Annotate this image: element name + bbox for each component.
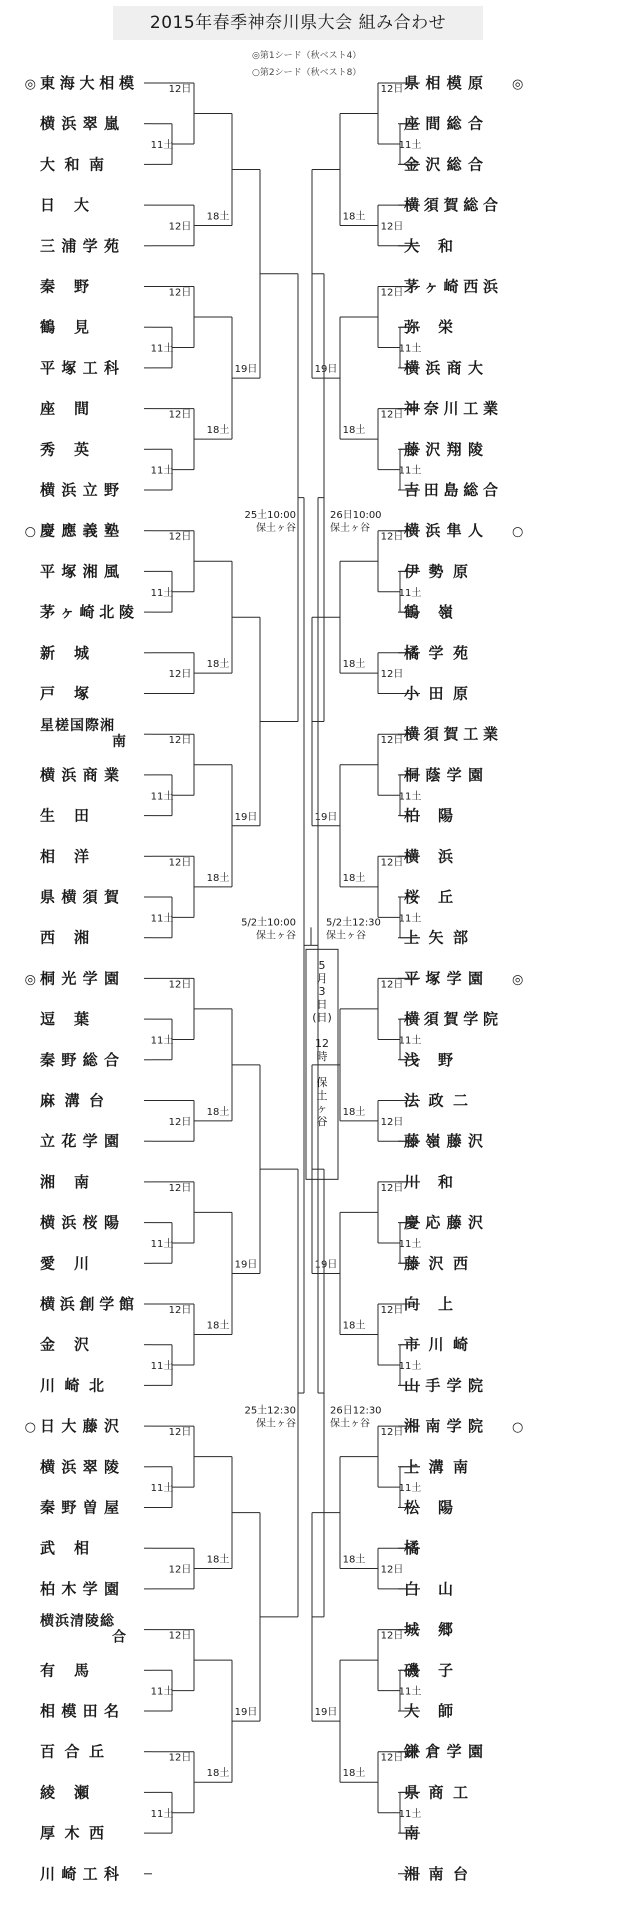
team-name-left-1: 横浜翠嵐 — [40, 114, 120, 133]
seed-mark-left-11: ○ — [24, 524, 36, 540]
round-label-r4: 19日 — [314, 1259, 338, 1271]
round-label-r1: 11土 — [150, 1238, 174, 1250]
qf-label-top-left-venue: 保土ヶ谷 — [256, 523, 296, 534]
final-info-char — [310, 1024, 334, 1037]
round-label-r3: 18土 — [206, 1768, 230, 1780]
team-name-left-27: 湘南 — [40, 1172, 90, 1191]
round-label-r1: 11土 — [150, 791, 174, 803]
team-name-right-21: 上矢部 — [404, 928, 469, 947]
team-name-right-7: 横浜商大 — [404, 358, 484, 377]
team-name-right-29: 藤沢西 — [404, 1254, 469, 1273]
team-name-left-39: 有馬 — [40, 1661, 90, 1680]
team-name-right-6: 弥栄 — [404, 318, 454, 337]
team-name-right-43: 南 — [404, 1824, 421, 1843]
final-info-char — [310, 1063, 334, 1076]
round-label-r2: 12日 — [168, 1630, 192, 1642]
team-name-right-25: 法政二 — [404, 1091, 469, 1110]
team-name-right-16: 横須賀工業 — [404, 725, 499, 744]
sf-label-right-venue: 保土ヶ谷 — [326, 930, 366, 942]
final-info-char: (日) — [312, 1011, 332, 1025]
round-label-r2: 12日 — [168, 287, 192, 299]
round-label-r2: 12日 — [380, 979, 404, 991]
team-name-right-11: 横浜隼人 — [404, 521, 484, 540]
team-name-left-10: 横浜立野 — [40, 481, 120, 499]
final-info-char: 保 — [316, 1076, 328, 1090]
round-label-r2: 12日 — [380, 1305, 404, 1316]
round-label-r2: 12日 — [380, 287, 404, 299]
team-name-left-40: 相模田名 — [40, 1702, 120, 1720]
team-name-left-14: 新城 — [40, 643, 90, 662]
round-label-r1: 11土 — [398, 913, 422, 925]
final-info-char: 3 — [318, 985, 326, 999]
team-name-right-26: 藤嶺藤沢 — [404, 1132, 484, 1151]
round-label-r4: 19日 — [234, 1707, 258, 1719]
seed-mark-left-22: ◎ — [24, 972, 36, 988]
team-name-left-37: 柏木学園 — [40, 1579, 120, 1598]
round-label-r2: 12日 — [380, 1564, 404, 1576]
round-label-r1: 11土 — [150, 1361, 174, 1373]
team-name-left-9: 秀英 — [40, 440, 90, 459]
team-name-left-16-a: 星槎国際湘 — [40, 718, 115, 735]
round-label-r2: 12日 — [380, 84, 404, 95]
round-label-r4: 19日 — [314, 364, 338, 376]
sf-label-right-time: 5/2土12:30 — [326, 917, 381, 929]
sf-label-left-venue: 保土ヶ谷 — [256, 930, 296, 942]
legend-seed1: ◎第1シード（秋ベスト4） — [252, 51, 362, 61]
team-name-left-23: 逗葉 — [40, 1010, 90, 1029]
round-label-r3: 18土 — [342, 211, 366, 223]
round-label-r1: 11土 — [398, 1238, 422, 1250]
page-title: 2015年春季神奈川県大会 組み合わせ — [113, 6, 483, 40]
team-name-right-41: 鎌倉学園 — [404, 1742, 484, 1761]
team-name-left-8: 座間 — [40, 399, 90, 418]
round-label-r2: 12日 — [380, 735, 404, 747]
final-info-char: 土 — [316, 1089, 328, 1103]
round-label-r2: 12日 — [168, 84, 192, 95]
round-label-r2: 12日 — [168, 409, 192, 421]
qf-label-top-right-time: 26日10:00 — [330, 510, 382, 521]
round-label-r3: 18土 — [342, 1554, 366, 1566]
round-label-r1: 11土 — [398, 1035, 422, 1047]
round-label-r3: 18土 — [206, 1554, 230, 1566]
team-name-right-0: 県相模原 — [404, 74, 484, 92]
round-label-r4: 19日 — [234, 811, 258, 823]
round-label-r1: 11土 — [398, 1686, 422, 1698]
team-name-left-42: 綾瀬 — [40, 1783, 90, 1802]
round-label-r1: 11土 — [398, 1361, 422, 1373]
team-name-left-7: 平塚工科 — [40, 358, 120, 377]
round-label-r2: 12日 — [168, 1182, 192, 1194]
seed-mark-left-33: ○ — [24, 1420, 36, 1436]
final-info-char: 月 — [316, 972, 328, 986]
team-name-right-18: 柏陽 — [404, 806, 454, 825]
team-name-right-35: 松陽 — [404, 1498, 454, 1517]
team-name-right-30: 向上 — [404, 1295, 454, 1313]
round-label-r2: 12日 — [168, 221, 192, 233]
round-label-r1: 11土 — [398, 140, 422, 152]
team-name-left-26: 立花学園 — [40, 1132, 120, 1151]
round-label-r3: 18土 — [206, 872, 230, 884]
round-label-r3: 18土 — [342, 1106, 366, 1118]
team-name-right-42: 県商工 — [404, 1783, 469, 1802]
round-label-r1: 11土 — [398, 465, 422, 477]
team-name-left-2: 大和南 — [40, 155, 105, 174]
final-info-char: ヶ — [316, 1102, 328, 1116]
round-label-r3: 18土 — [206, 1106, 230, 1118]
round-label-r2: 12日 — [168, 1427, 192, 1439]
round-label-r1: 11土 — [398, 1808, 422, 1820]
round-label-r1: 11土 — [398, 1483, 422, 1495]
team-name-left-6: 鶴見 — [40, 318, 90, 337]
qf-label-bottom-right-venue: 保土ヶ谷 — [330, 1418, 370, 1430]
round-label-r2: 12日 — [380, 1116, 404, 1128]
team-name-left-11: 慶應義塾 — [40, 521, 120, 540]
round-label-r2: 12日 — [168, 669, 192, 681]
team-name-left-21: 西湘 — [40, 928, 90, 947]
team-name-right-32: 山手学院 — [404, 1376, 484, 1395]
final-info-char: 日 — [316, 998, 328, 1012]
team-name-left-41: 百合丘 — [40, 1742, 105, 1761]
seed-mark-right-11: ○ — [512, 524, 524, 540]
round-label-r2: 12日 — [380, 1630, 404, 1642]
team-name-left-29: 愛川 — [40, 1254, 90, 1273]
qf-label-top-right-venue: 保土ヶ谷 — [330, 523, 370, 534]
round-label-r4: 19日 — [314, 811, 338, 823]
round-label-r2: 12日 — [168, 1752, 192, 1764]
round-label-r3: 18土 — [342, 872, 366, 884]
qf-label-top-left-time: 25土10:00 — [244, 510, 296, 521]
round-label-r2: 12日 — [380, 1182, 404, 1194]
round-label-r3: 18土 — [206, 425, 230, 437]
team-name-left-32: 川崎北 — [40, 1376, 105, 1395]
team-name-right-14: 橘学苑 — [404, 643, 469, 662]
team-name-left-38-b: 合 — [112, 1629, 127, 1646]
round-label-r2: 12日 — [380, 857, 404, 869]
team-name-left-38-a: 横浜清陵総 — [40, 1613, 115, 1630]
team-name-left-22: 桐光学園 — [40, 969, 120, 988]
team-name-right-37: 白山 — [404, 1579, 454, 1598]
team-name-right-20: 桜丘 — [404, 888, 454, 906]
legend-seed2: ○第2シード（秋ベスト8） — [252, 68, 362, 78]
final-info-char: 5 — [318, 959, 326, 973]
round-label-r2: 12日 — [168, 979, 192, 991]
round-label-r1: 11土 — [150, 1686, 174, 1698]
round-label-r3: 18土 — [342, 1768, 366, 1780]
qf-label-bottom-left-time: 25土12:30 — [244, 1405, 296, 1417]
team-name-right-33: 湘南学院 — [404, 1417, 484, 1436]
team-name-right-5: 茅ヶ崎西浜 — [404, 277, 499, 296]
round-label-r4: 19日 — [234, 364, 258, 376]
qf-label-bottom-right-time: 26日12:30 — [330, 1405, 382, 1417]
team-name-left-43: 厚木西 — [40, 1824, 105, 1843]
team-name-right-24: 浅野 — [404, 1050, 454, 1069]
round-label-r2: 12日 — [380, 1752, 404, 1764]
team-name-right-22: 平塚学園 — [404, 969, 484, 988]
team-name-left-30: 横浜創学館 — [40, 1295, 135, 1313]
round-label-r1: 11土 — [150, 587, 174, 599]
round-label-r2: 12日 — [168, 1305, 192, 1316]
team-name-left-0: 東海大相模 — [40, 74, 135, 92]
team-name-left-31: 金沢 — [40, 1335, 90, 1354]
round-label-r2: 12日 — [168, 857, 192, 869]
team-name-right-19: 横浜 — [404, 847, 454, 866]
round-label-r3: 18土 — [342, 425, 366, 437]
round-label-r2: 12日 — [380, 531, 404, 543]
team-name-left-16-b: 南 — [112, 734, 127, 751]
team-name-right-4: 大和 — [404, 236, 454, 255]
team-name-left-3: 日大 — [40, 196, 90, 215]
round-label-r4: 19日 — [234, 1259, 258, 1271]
team-name-right-12: 伊勢原 — [404, 562, 469, 581]
team-name-right-3: 横須賀総合 — [404, 196, 499, 215]
round-label-r1: 11土 — [150, 1808, 174, 1820]
seed-mark-left-0: ◎ — [24, 77, 36, 92]
team-name-right-1: 座間総合 — [404, 114, 484, 133]
round-label-r1: 11土 — [150, 465, 174, 477]
round-label-r3: 18土 — [206, 1320, 230, 1332]
round-label-r1: 11土 — [398, 343, 422, 355]
team-name-right-36: 橘 — [404, 1539, 421, 1558]
round-label-r2: 12日 — [168, 531, 192, 543]
round-label-r1: 11土 — [150, 1483, 174, 1495]
round-label-r3: 18土 — [206, 659, 230, 671]
team-name-left-17: 横浜商業 — [40, 765, 120, 784]
seed-mark-right-0: ◎ — [512, 77, 524, 92]
team-name-left-25: 麻溝台 — [40, 1091, 105, 1110]
team-name-left-4: 三浦学苑 — [40, 236, 120, 255]
round-label-r3: 18土 — [342, 1320, 366, 1332]
team-name-left-19: 相洋 — [40, 847, 90, 866]
team-name-right-13: 鶴嶺 — [404, 603, 454, 622]
team-name-right-40: 大師 — [404, 1702, 454, 1720]
team-name-right-23: 横須賀学院 — [404, 1010, 499, 1029]
round-label-r2: 12日 — [380, 669, 404, 681]
round-label-r2: 12日 — [168, 1564, 192, 1576]
final-info-char: 時 — [316, 1050, 328, 1064]
round-label-r1: 11土 — [150, 913, 174, 925]
round-label-r3: 18土 — [206, 211, 230, 223]
team-name-left-12: 平塚湘風 — [40, 562, 120, 581]
team-name-right-44: 湘南台 — [404, 1864, 469, 1883]
team-name-left-34: 横浜翠陵 — [40, 1457, 120, 1476]
team-name-right-8: 神奈川工業 — [404, 399, 499, 418]
team-name-right-2: 金沢総合 — [404, 155, 484, 174]
round-label-r1: 11土 — [150, 1035, 174, 1047]
sf-label-left-time: 5/2土10:00 — [241, 917, 296, 929]
seed-mark-right-33: ○ — [512, 1420, 524, 1436]
team-name-right-28: 慶応藤沢 — [404, 1213, 484, 1232]
team-name-left-33: 日大藤沢 — [40, 1417, 120, 1436]
round-label-r2: 12日 — [380, 409, 404, 421]
team-name-left-15: 戸塚 — [40, 684, 90, 703]
qf-label-bottom-left-venue: 保土ヶ谷 — [256, 1418, 296, 1430]
round-label-r2: 12日 — [168, 1116, 192, 1128]
team-name-right-9: 藤沢翔陵 — [404, 440, 484, 459]
team-name-left-44: 川崎工科 — [40, 1864, 120, 1883]
final-info-char: 12 — [315, 1037, 329, 1051]
round-label-r1: 11土 — [150, 343, 174, 355]
team-name-left-28: 横浜桜陽 — [40, 1213, 120, 1232]
team-name-left-36: 武相 — [40, 1539, 90, 1558]
team-name-right-39: 磯子 — [404, 1661, 454, 1680]
round-label-r3: 18土 — [342, 659, 366, 671]
round-label-r1: 11土 — [398, 587, 422, 599]
round-label-r1: 11土 — [150, 140, 174, 152]
team-name-right-10: 吉田島総合 — [404, 481, 499, 499]
team-name-right-31: 市川崎 — [404, 1335, 469, 1354]
team-name-left-24: 秦野総合 — [40, 1050, 120, 1069]
seed-mark-right-22: ◎ — [512, 972, 524, 988]
team-name-left-35: 秦野曽屋 — [40, 1498, 120, 1517]
round-label-r4: 19日 — [314, 1707, 338, 1719]
team-name-right-27: 川和 — [404, 1172, 454, 1191]
team-name-right-15: 小田原 — [404, 684, 469, 703]
team-name-left-5: 秦野 — [40, 277, 90, 296]
team-name-left-13: 茅ヶ崎北陵 — [40, 603, 135, 622]
team-name-left-20: 県横須賀 — [40, 888, 120, 906]
team-name-left-18: 生田 — [40, 806, 90, 825]
round-label-r2: 12日 — [380, 1427, 404, 1439]
final-info-char: 谷 — [316, 1115, 328, 1129]
round-label-r1: 11土 — [398, 791, 422, 803]
team-name-right-34: 上溝南 — [404, 1457, 469, 1476]
round-label-r2: 12日 — [168, 735, 192, 747]
round-label-r2: 12日 — [380, 221, 404, 233]
final-info-label — [310, 959, 334, 1128]
team-name-right-17: 桐蔭学園 — [404, 765, 484, 784]
team-name-right-38: 城郷 — [404, 1620, 454, 1639]
